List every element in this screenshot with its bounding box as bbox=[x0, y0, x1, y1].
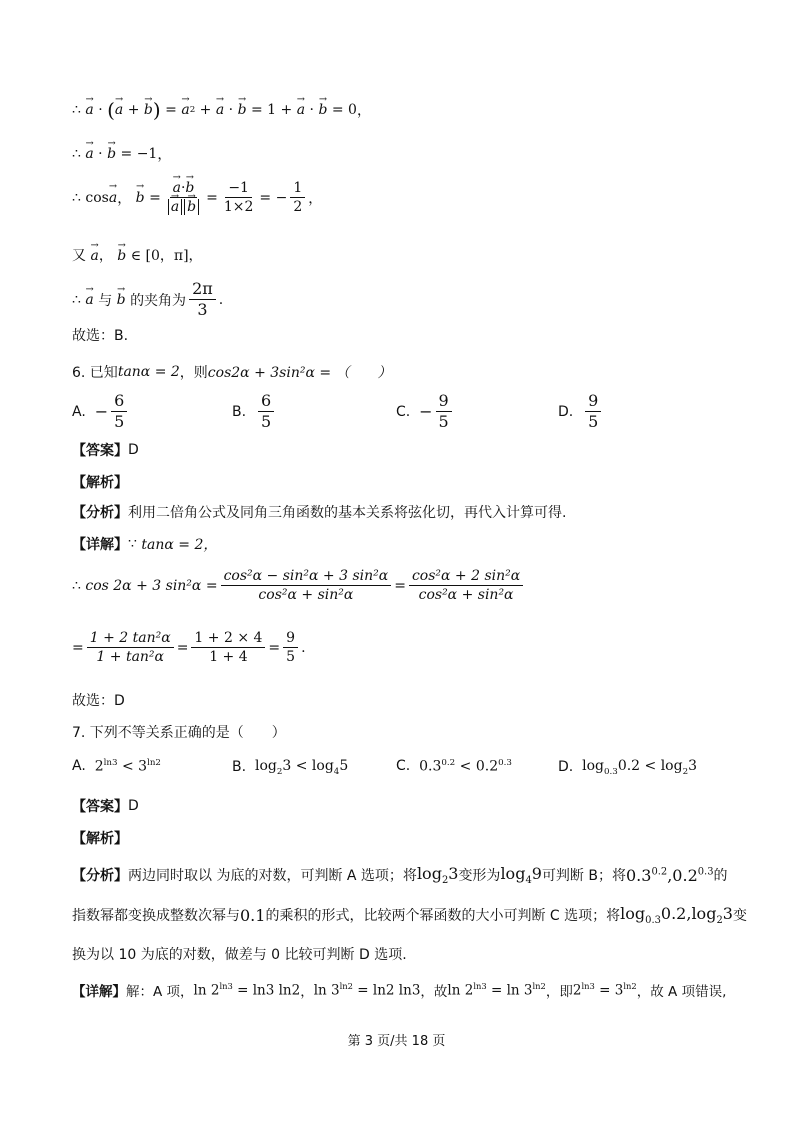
q6-step-1: ∴ cos 2α + 3 sin²α = $\frac{\text{cos²α − sin²α + 3 sin²α}}{\text{cos²α + sin²α}}$ = $\frac{\text{cos²α + 2 sin²α}}{\text{cos²α + sin²α}}$ bbox=[72, 568, 526, 603]
eq-line-1: ∴ → a · ( → a + → b ) = → a 2 + → a · → b = 1 + → a · → b = 0 ， bbox=[72, 98, 371, 122]
cos-fraction: → a·→ b → a→ b bbox=[164, 180, 203, 215]
q7-option-a[interactable]: A. $2^{ln3} < 3^{ln2}$ bbox=[72, 758, 161, 775]
q6-choice: 故选：D bbox=[72, 693, 125, 709]
q5-choice: 故选：B. bbox=[72, 328, 129, 344]
q6-option-d[interactable]: D. $\frac{9}{5}$ bbox=[558, 392, 604, 432]
q7-option-c[interactable]: C. $0.3^{0.2} < 0.2^{0.3}$ bbox=[396, 758, 512, 775]
q7-analysis-line-2: 指数幂都变换成整数次幂与 0.1 的乘积的形式，比较两个幂函数的大小可判断 C 选项；将 $\log_{0.3}0.2,\log_23$ 变 bbox=[72, 904, 747, 927]
q7-analysis-line-3: 换为以 10 为底的对数，做差与 0 比较可判断 D 选项. bbox=[72, 947, 407, 963]
q7-analysis-tag: 【解析】 bbox=[72, 831, 128, 847]
q6-stem: 6. 已知 tanα = 2 ，则 cos2α + 3sin²α = （ ） bbox=[72, 364, 392, 381]
page-footer: 第 3 页/共 18 页 bbox=[347, 1034, 446, 1049]
q6-step-2: = $\frac{\text{1 + 2 tan²α}}{\text{1 + tan²α}}$ = $\frac{1 + 2 \times 4}{1 + 4}$ = $\frac{9}{5}$ . bbox=[72, 630, 306, 666]
range-prefix: 又 bbox=[72, 248, 86, 264]
q6-option-c[interactable]: C. − $\frac{9}{5}$ bbox=[396, 392, 455, 432]
q7-option-a-expr: $2^{ln3} < 3^{ln2}$ bbox=[94, 758, 161, 775]
therefore-symbol: ∴ bbox=[72, 102, 81, 118]
q7-option-d[interactable]: D. $\log_{0.3}0.2 < \log_23$ bbox=[558, 758, 698, 777]
eq-line-2: ∴ → a · → b = −1 ， bbox=[72, 144, 171, 164]
q6-answer: 【答案】 D bbox=[72, 442, 139, 459]
q7-stem: 7. 下列不等关系正确的是（ ） bbox=[72, 725, 286, 741]
value-fraction: $\frac{-1}{1\times 2}$ bbox=[223, 180, 254, 216]
eq1-rhs: = 1 + bbox=[251, 102, 293, 118]
half-fraction: $\frac{1}{2}$ bbox=[290, 180, 305, 215]
angle-fraction: $\frac{2\pi}{3}$ bbox=[189, 280, 216, 320]
q6-detail: 【详解】 ∵ tanα = 2， bbox=[72, 536, 218, 553]
q6-analysis-tag: 【解析】 bbox=[72, 475, 128, 491]
angle-line: ∴ → a 与 → b 的夹角为 $\frac{2\pi}{3}$ . bbox=[72, 280, 223, 320]
eq-line-3: ∴ cos → a ， → b = → a·→ b → a→ b = $\frac{-1}{1\times 2}$ = − $\frac{1}{2}$ ， bbox=[72, 180, 322, 215]
q6-analysis: 【分析】 利用二倍角公式及同角三角函数的基本关系将弦化切，再代入计算可得. bbox=[72, 505, 567, 521]
q7-answer: 【答案】 D bbox=[72, 798, 139, 815]
q7-analysis-line-1: 【分析】 两边同时取以 为底的对数，可判断 A 选项；将 $\log_23$ 变形为 $\log_49$ 可判断 B；将 $0.3^{0.2},0.2^{0.3}$ 的 bbox=[72, 864, 728, 887]
q7-option-b[interactable]: B. $\log_23 < \log_45$ bbox=[232, 758, 349, 777]
range-value: ∈ [0，π] bbox=[130, 248, 189, 264]
q7-detail-line-1: 【详解】 解：A 项， $\ln 2^{ln3} = \ln 3$ ln2 ， $\ln 3^{ln2} = \ln 2$ ln3 ，故 $\ln 2^{ln3} = \ln 3^{ln2}$ ，即 $2^{ln3} = 3^{ln2}$ ，故 A 项错误, bbox=[72, 981, 727, 1000]
q6-option-b[interactable]: B. $\frac{6}{5}$ bbox=[232, 392, 277, 432]
eq2-value: = −1 bbox=[120, 146, 158, 162]
eq1-end: = 0 bbox=[331, 102, 357, 118]
q6-option-a[interactable]: A. − $\frac{6}{5}$ bbox=[72, 392, 130, 432]
cos-label: cos bbox=[85, 189, 109, 206]
range-line: 又 → a， → b ∈ [0，π] ， bbox=[72, 245, 203, 265]
